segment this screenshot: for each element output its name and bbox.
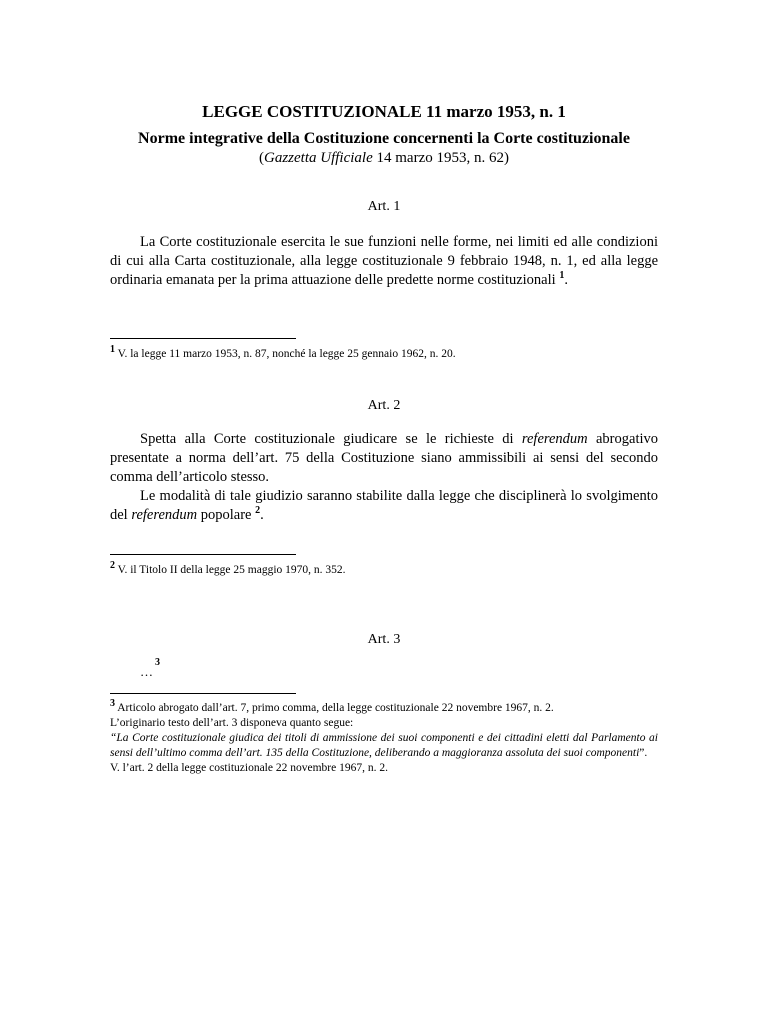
footnote-3-number: 3: [110, 698, 115, 710]
gazzetta-reference: [0, 150, 768, 167]
footnote-ref-1[interactable]: 1: [559, 270, 565, 282]
footnote-ref-2[interactable]: 2: [255, 505, 261, 517]
footnote-separator-1: [110, 338, 296, 339]
art2-p1-b: abrogativo presentate a norma dell’art. 75 della Costituzione siano ammissibili ai sensi del secondo comma dell’articolo stesso.: [110, 431, 659, 485]
footnote-1-text: V. la legge 11 marzo 1953, n. 87, nonché la legge 25 gennaio 1962, n. 20.: [115, 348, 456, 360]
art2-p1-em: referendum: [521, 431, 588, 447]
gazzetta-date: 14 marzo 1953, n. 62): [372, 150, 509, 166]
art1-body: [110, 233, 658, 290]
art3-body: [140, 656, 160, 680]
footnote-3-line3: V. l’art. 2 della legge costituzionale 22 novembre 1967, n. 2.: [110, 762, 388, 774]
law-subtitle: Norme integrative della Costituzione concernenti la Corte costituzionale: [138, 130, 630, 147]
art3-heading: Art. 3: [367, 632, 401, 647]
art2-p2-b: popolare: [197, 507, 256, 523]
law-title: LEGGE COSTITUZIONALE 11 marzo 1953, n. 1: [202, 102, 566, 121]
footnote-3-quote: “La Corte costituzionale giudica dei titoli di ammissione dei suoi componenti e dei cittadini eletti dal Parlamento ai sensi dell’ultimo comma dell’art. 135 della Costituzione, deliberando a maggioranza assoluta dei suoi componenti: [110, 732, 658, 759]
footnote-3: [110, 698, 658, 776]
gazzetta-name: Gazzetta Ufficiale: [264, 150, 373, 166]
gazzetta-open: (: [259, 150, 264, 166]
footnote-ref-3[interactable]: 3: [155, 656, 160, 668]
footnote-2: [110, 560, 658, 578]
art1-heading: Art. 1: [367, 199, 401, 214]
art2-p2-a: Le modalità di tale giudizio saranno stabilite dalla legge che disciplinerà lo svolgimento del: [110, 488, 658, 523]
art2-heading: Art. 2: [367, 398, 401, 413]
footnote-2-text: V. il Titolo II della legge 25 maggio 1970, n. 352.: [115, 564, 346, 576]
art2-p2-em: referendum: [131, 507, 198, 523]
art2-paragraph-2: [110, 487, 658, 525]
footnote-3-quote-end: ”.: [639, 747, 648, 759]
footnote-separator-3: [110, 693, 296, 694]
footnote-3-line2: L’originario testo dell’art. 3 disponeva quanto segue:: [110, 717, 354, 729]
art1-end: .: [564, 272, 568, 288]
footnote-1: [110, 344, 658, 362]
footnote-separator-2: [110, 554, 296, 555]
footnote-3-line1: Articolo abrogato dall’art. 7, primo comma, della legge costituzionale 22 novembre 1967, n. 2.: [115, 702, 554, 714]
art2-body: [110, 430, 658, 525]
footnote-1-number: 1: [110, 344, 115, 356]
footnote-2-number: 2: [110, 560, 115, 572]
art2-p1-a: Spetta alla Corte costituzionale giudicare se le richieste di: [140, 431, 522, 447]
art2-end: .: [260, 507, 264, 523]
art2-paragraph-1: [110, 430, 658, 487]
art3-ellipsis: …: [140, 664, 153, 679]
art1-text: La Corte costituzionale esercita le sue funzioni nelle forme, nei limiti ed alle condizioni di cui alla Carta costituzionale, alla legge costituzionale 9 febbraio 1948, n. 1, ed alla legge ordinaria emanata per la prima attuazione delle predette norme costituzionali: [110, 234, 658, 288]
